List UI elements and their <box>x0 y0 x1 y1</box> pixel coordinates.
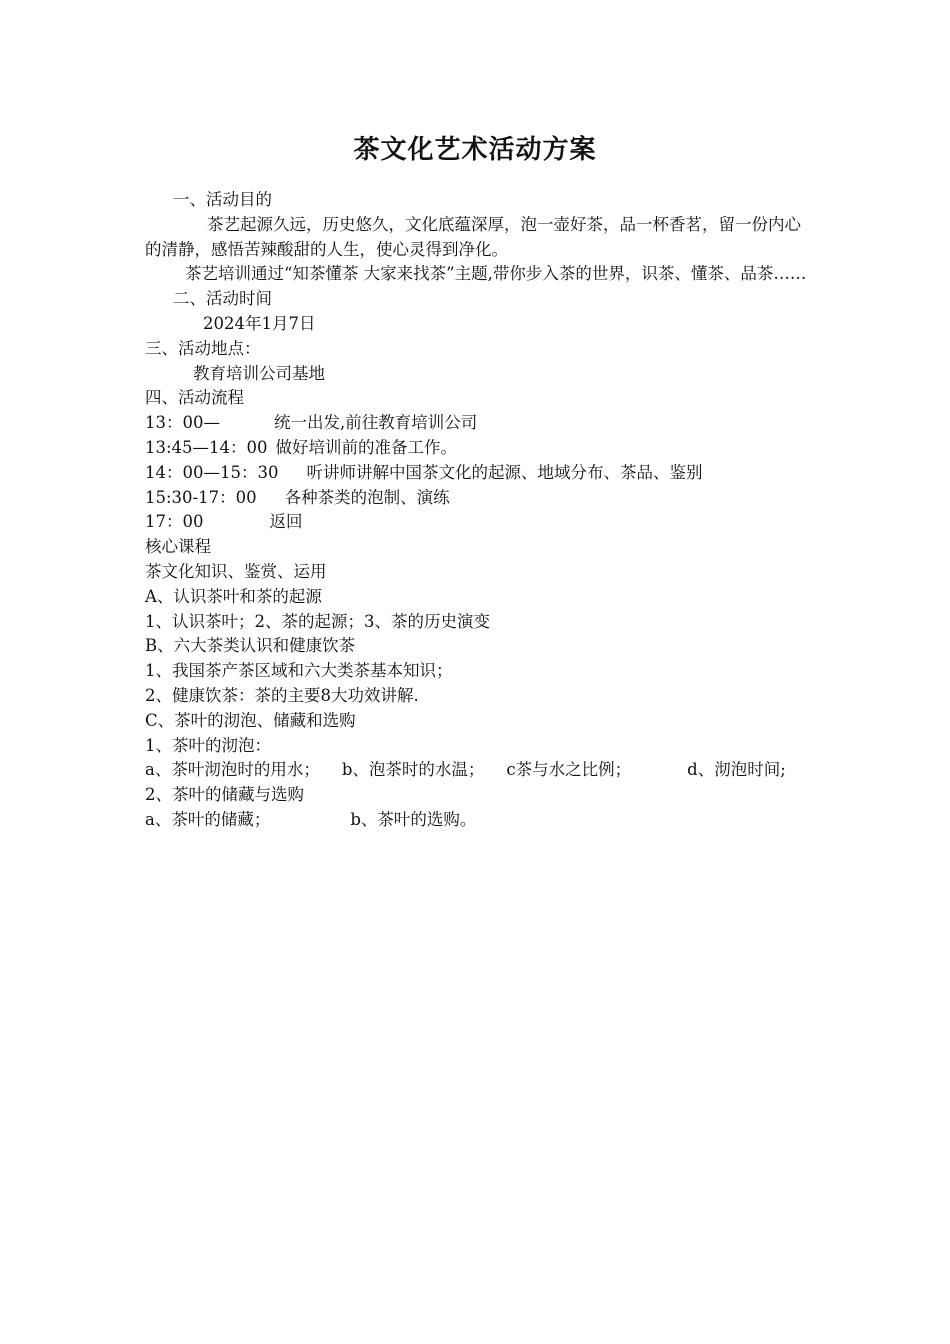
document-title: 茶文化艺术活动方案 <box>353 135 597 165</box>
course-a-item: 1、认识茶叶；2、茶的起源；3、茶的历史演变 <box>145 611 490 631</box>
course-a-heading: A、认识茶叶和茶的起源 <box>145 586 322 606</box>
course-b-item-1: 1、我国茶产茶区域和六大类茶基本知识； <box>145 661 453 681</box>
section-heading-place: 三、活动地点： <box>145 338 261 358</box>
section-heading-time: 二、活动时间 <box>173 289 272 309</box>
flow-desc: 返回 <box>269 512 303 532</box>
flow-desc: 各种茶类的泡制、演练 <box>284 487 450 507</box>
c-sub-d: d、沏泡时间; <box>687 760 786 780</box>
flow-item <box>145 436 810 461</box>
course-c-heading: C、茶叶的沏泡、储藏和选购 <box>145 710 356 730</box>
course-c-subitems-1 <box>145 758 810 783</box>
c-sub-b: b、泡茶时的水温； <box>341 760 485 780</box>
flow-item <box>145 486 810 511</box>
core-heading: 核心课程 <box>145 537 211 557</box>
purpose-paragraph-2: 茶艺培训通过“知茶懂茶 大家来找茶”主题,带你步入茶的世界，识茶、懂茶、品茶…… <box>185 264 807 284</box>
flow-time: 15:30-17：00 <box>145 487 257 507</box>
flow-desc: 做好培训前的准备工作。 <box>275 437 458 457</box>
course-b-heading: B、六大茶类认识和健康饮茶 <box>145 636 356 656</box>
flow-item <box>145 411 810 436</box>
flow-item <box>145 461 810 486</box>
flow-item <box>145 510 810 535</box>
core-subtitle: 茶文化知识、鉴赏、运用 <box>145 561 327 581</box>
flow-time: 17：00 <box>145 512 204 532</box>
course-c-subitems-2 <box>145 808 810 833</box>
flow-time: 13:45—14：00 <box>145 437 268 457</box>
document-body <box>145 188 810 833</box>
section-heading-flow: 四、活动流程 <box>145 388 244 408</box>
section-heading-purpose: 一、活动目的 <box>173 190 272 209</box>
c2-sub-b: b、茶叶的选购。 <box>350 809 477 829</box>
flow-desc: 听讲师讲解中国茶文化的起源、地域分布、茶品、鉴别 <box>306 462 703 482</box>
c-sub-a: a、茶叶沏泡时的用水； <box>145 760 320 780</box>
activity-date: 2024年1月7日 <box>203 313 316 333</box>
course-b-item-2: 2、健康饮茶：茶的主要8大功效讲解. <box>145 685 419 705</box>
c2-sub-a: a、茶叶的储藏； <box>145 809 271 829</box>
flow-time: 13：00— <box>145 413 220 433</box>
purpose-paragraph-1: 茶艺起源久远，历史悠久，文化底蕴深厚，泡一壶好茶，品一杯香茗，留一份内心的清静，感悟苦辣酸甜的人生，使心灵得到净化。 <box>145 214 801 259</box>
flow-desc: 统一出发,前往教育培训公司 <box>274 413 478 433</box>
activity-place: 教育培训公司基地 <box>193 363 325 383</box>
c-sub-c: c茶与水之比例； <box>506 760 632 780</box>
flow-time: 14：00—15：30 <box>145 462 279 482</box>
course-c-item-2: 2、茶叶的储藏与选购 <box>145 785 304 805</box>
course-c-item-1: 1、茶叶的沏泡： <box>145 735 271 755</box>
